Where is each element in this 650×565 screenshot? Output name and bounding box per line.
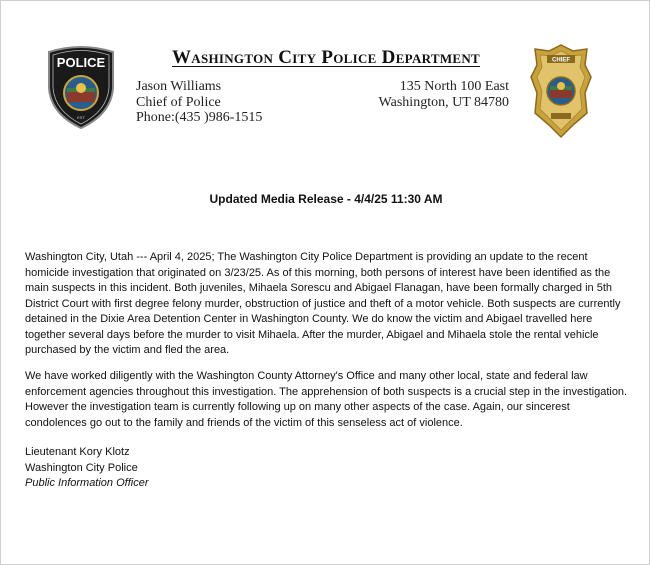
body-paragraph-1: Washington City, Utah --- April 4, 2025; The Washington City Police Department is providing an update to the recent homicide investigation that originated on 3/23/25. As of this morning, both persons of interest have been identified as the main suspects in this incident. Both juveniles, Mihaela Sorescu and Abigael Flanagan, have been formally charged in 5th District Court with first degree felony murder, obstruction of justice and theft of a motor vehicle. Both suspects are currently detained in the Dixie Area Detention Center in Washington County. We do know the victim and Abigael travelled here together several days before the murder to visit Mihaela. After the murder, Abigael and Mihaela stole the rental vehicle purchased by the victim and fled the area. xyxy=(25,251,621,356)
signer-org: Washington City Police xyxy=(25,461,138,474)
department-address xyxy=(379,79,509,110)
chief-contact xyxy=(136,79,262,126)
svg-text:EST: EST xyxy=(77,115,85,120)
chief-name: Jason Williams xyxy=(136,79,222,94)
svg-text:CHIEF: CHIEF xyxy=(552,57,570,64)
phone-number: Phone:(435 )986-1515 xyxy=(136,110,263,125)
address-line-1: 135 North 100 East xyxy=(399,79,509,94)
svg-text:POLICE: POLICE xyxy=(56,55,106,70)
release-title: Updated Media Release - 4/4/25 11:30 AM xyxy=(209,192,443,206)
signer-role: Public Information Officer xyxy=(25,477,149,489)
signature-block xyxy=(25,445,149,492)
chief-title: Chief of Police xyxy=(136,94,221,110)
body-paragraph-2: We have worked diligently with the Washington County Attorney's Office and many other local, state and federal law enforcement agencies throughout this investigation. The apprehension of both suspects is a crucial step in the investigation. However the investigation team is currently following up on many other aspects of the case. Again, our sincerest condolences go out to the family and friends of the victim of this senseless act of violence. xyxy=(25,370,628,429)
department-title: Washington City Police Department xyxy=(171,47,481,68)
signer-name: Lieutenant Kory Klotz xyxy=(25,446,130,458)
address-line-2: Washington, UT 84780 xyxy=(378,94,509,110)
